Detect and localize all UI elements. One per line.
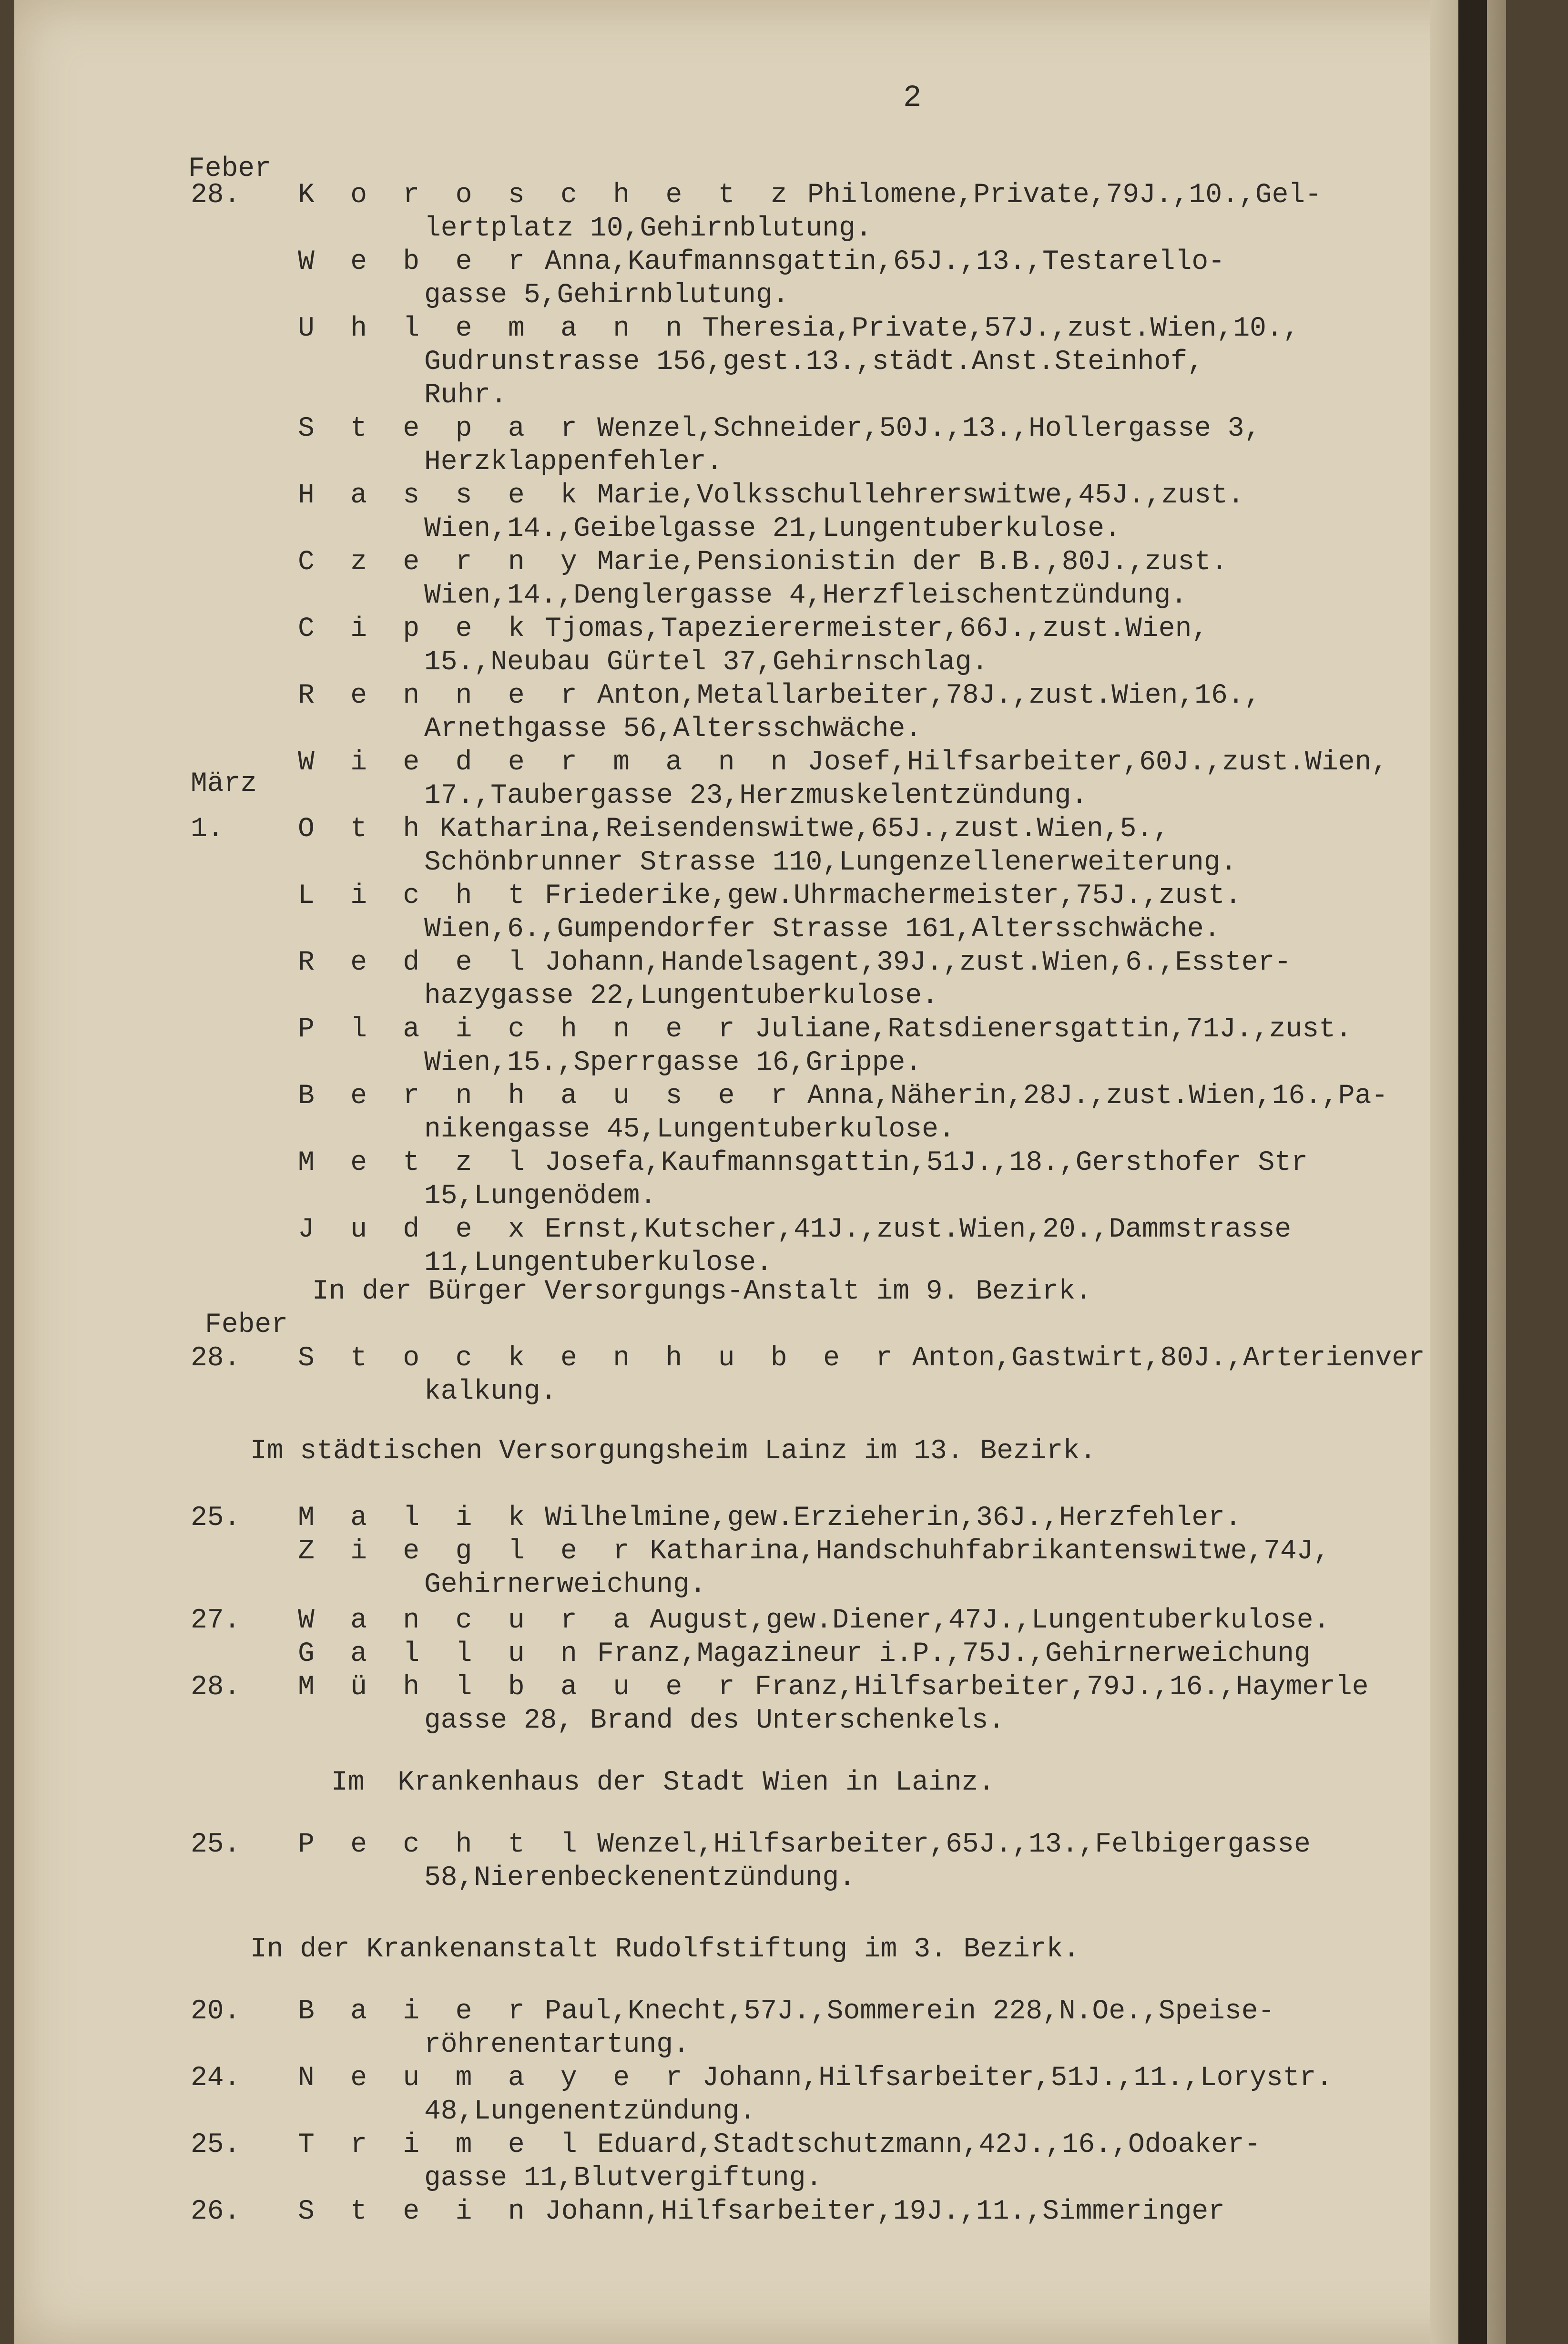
entry-details: Marie,Pensionistin der B.B.,80J.,zust. bbox=[597, 547, 1228, 578]
entry-details: Eduard,Stadtschutzmann,42J.,16.,Odoaker- bbox=[597, 2129, 1261, 2160]
entry-date: 28. bbox=[191, 180, 241, 211]
entry-date: 25. bbox=[191, 1829, 241, 1860]
surname: S t e i n bbox=[298, 2196, 534, 2227]
surname: P l a i c h n e r bbox=[298, 1014, 744, 1045]
entry-continuation: Wien,6.,Gumpendorfer Strasse 161,Altersschwäche. bbox=[424, 914, 1221, 945]
surname: W a n c u r a bbox=[298, 1605, 640, 1636]
entry-continuation: Herzklappenfehler. bbox=[424, 447, 723, 478]
entry-date: 27. bbox=[191, 1605, 241, 1636]
entry-details: Katharina,Handschuhfabrikantenswitwe,74J, bbox=[650, 1536, 1330, 1567]
entry-continuation: Arnethgasse 56,Altersschwäche. bbox=[424, 714, 922, 745]
entry-details: Josefa,Kaufmannsgattin,51J.,18.,Gersthofer Str bbox=[544, 1147, 1308, 1178]
entry-continuation: Wien,15.,Sperrgasse 16,Grippe. bbox=[424, 1047, 922, 1078]
entry-continuation: Gehirnerweichung. bbox=[424, 1569, 706, 1600]
surname: M ü h l b a u e r bbox=[298, 1672, 744, 1703]
entry-details: Franz,Hilfsarbeiter,79J.,16.,Haymerle bbox=[754, 1672, 1369, 1703]
entry-continuation: hazygasse 22,Lungentuberkulose. bbox=[424, 981, 938, 1012]
entry-continuation: gasse 5,Gehirnblutung. bbox=[424, 280, 789, 311]
month-label-feber: Feber bbox=[188, 154, 272, 184]
entry-continuation: Gudrunstrasse 156,gest.13.,städt.Anst.Steinhof, bbox=[424, 347, 1204, 378]
entry-continuation: 48,Lungenentzündung. bbox=[424, 2096, 756, 2127]
entry-continuation: lertplatz 10,Gehirnblutung. bbox=[424, 213, 872, 244]
entry-details: Franz,Magazineur i.P.,75J.,Gehirnerweichung bbox=[597, 1638, 1311, 1669]
entry-continuation: 11,Lungentuberkulose. bbox=[424, 1248, 773, 1279]
entry-continuation: Wien,14.,Denglergasse 4,Herzfleischentzündung. bbox=[424, 580, 1188, 611]
surname: S t e p a r bbox=[298, 413, 587, 444]
entry-details: Wenzel,Schneider,50J.,13.,Hollergasse 3, bbox=[597, 413, 1261, 444]
surname: B a i e r bbox=[298, 1996, 534, 2027]
entry-details: Ernst,Kutscher,41J.,zust.Wien,20.,Dammstrasse bbox=[544, 1214, 1292, 1245]
entry-details: Tjomas,Tapezierermeister,66J.,zust.Wien, bbox=[544, 614, 1209, 645]
entry-date: 26. bbox=[191, 2196, 241, 2227]
surname: W e b e r bbox=[298, 246, 534, 277]
surname: S t o c k e n h u b e r bbox=[298, 1343, 902, 1374]
entry-continuation: gasse 28, Brand des Unterschenkels. bbox=[424, 1705, 1005, 1736]
surname: P e c h t l bbox=[298, 1829, 587, 1860]
surname: T r i m e l bbox=[298, 2129, 587, 2160]
surname: R e d e l bbox=[298, 947, 534, 978]
surname: R e n n e r bbox=[298, 680, 587, 711]
entry-details: August,gew.Diener,47J.,Lungentuberkulose. bbox=[650, 1605, 1330, 1636]
surname: M a l i k bbox=[298, 1503, 534, 1534]
surname: U h l e m a n n bbox=[298, 313, 692, 344]
entry-continuation: Schönbrunner Strasse 110,Lungenzellenerweiterung. bbox=[424, 847, 1237, 878]
surname: J u d e x bbox=[298, 1214, 534, 1245]
document-page bbox=[14, 0, 1506, 2344]
entry-continuation: Ruhr. bbox=[424, 380, 508, 411]
surname: W i e d e r m a n n bbox=[298, 747, 797, 778]
entry-details: Katharina,Reisendenswitwe,65J.,zust.Wien,5., bbox=[439, 814, 1170, 845]
book-spine bbox=[1458, 0, 1487, 2344]
entry-date: 1. bbox=[191, 814, 224, 845]
entry-details: Philomene,Private,79J.,10.,Gel- bbox=[807, 180, 1322, 211]
entry-continuation: 17.,Taubergasse 23,Herzmuskelentzündung. bbox=[424, 780, 1088, 811]
entry-date: 20. bbox=[191, 1996, 241, 2027]
entry-date: 25. bbox=[191, 1503, 241, 1534]
entry-details: Johann,Hilfsarbeiter,19J.,11.,Simmeringer bbox=[544, 2196, 1225, 2227]
section-heading: Im Krankenhaus der Stadt Wien in Lainz. bbox=[331, 1767, 995, 1798]
entry-continuation: Wien,14.,Geibelgasse 21,Lungentuberkulose. bbox=[424, 513, 1121, 544]
surname: K o r o s c h e t z bbox=[298, 180, 797, 211]
surname: L i c h t bbox=[298, 880, 534, 911]
entry-date: 24. bbox=[191, 2063, 241, 2094]
entry-details: Friederike,gew.Uhrmachermeister,75J.,zust. bbox=[544, 880, 1242, 911]
surname: O t h bbox=[298, 814, 429, 845]
entry-details: Wilhelmine,gew.Erzieherin,36J.,Herzfehler. bbox=[544, 1503, 1242, 1534]
entry-date: 28. bbox=[191, 1343, 241, 1374]
entry-continuation: kalkung. bbox=[424, 1376, 557, 1407]
month-label-maerz: März bbox=[191, 768, 257, 799]
entry-details: Johann,Hilfsarbeiter,51J.,11.,Lorystr. bbox=[702, 2063, 1333, 2094]
surname: N e u m a y e r bbox=[298, 2063, 692, 2094]
surname: Z i e g l e r bbox=[298, 1536, 640, 1567]
entry-details: Josef,Hilfsarbeiter,60J.,zust.Wien, bbox=[807, 747, 1388, 778]
page-number: 2 bbox=[903, 81, 922, 115]
entry-continuation: 58,Nierenbeckenentzündung. bbox=[424, 1863, 855, 1894]
entry-details: Theresia,Private,57J.,zust.Wien,10., bbox=[702, 313, 1300, 344]
entry-details: Johann,Handelsagent,39J.,zust.Wien,6.,Esster- bbox=[544, 947, 1292, 978]
surname: B e r n h a u s e r bbox=[298, 1081, 797, 1112]
surname: C z e r n y bbox=[298, 547, 587, 578]
entry-continuation: gasse 11,Blutvergiftung. bbox=[424, 2163, 823, 2194]
entry-details: Marie,Volksschullehrerswitwe,45J.,zust. bbox=[597, 480, 1244, 511]
entry-details: Juliane,Ratsdienersgattin,71J.,zust. bbox=[754, 1014, 1352, 1045]
entry-continuation: 15.,Neubau Gürtel 37,Gehirnschlag. bbox=[424, 647, 988, 678]
entry-details: Anton,Gastwirt,80J.,Arterienver bbox=[912, 1343, 1425, 1374]
surname: C i p e k bbox=[298, 614, 534, 645]
entry-continuation: 15,Lungenödem. bbox=[424, 1181, 657, 1212]
surname: H a s s e k bbox=[298, 480, 587, 511]
surname: M e t z l bbox=[298, 1147, 534, 1178]
entry-continuation: nikengasse 45,Lungentuberkulose. bbox=[424, 1114, 955, 1145]
entry-date: 28. bbox=[191, 1672, 241, 1703]
entry-details: Paul,Knecht,57J.,Sommerein 228,N.Oe.,Speise- bbox=[544, 1996, 1275, 2027]
surname: G a l l u n bbox=[298, 1638, 587, 1669]
entry-details: Anna,Näherin,28J.,zust.Wien,16.,Pa- bbox=[807, 1081, 1388, 1112]
entry-continuation: röhrenentartung. bbox=[424, 2029, 690, 2060]
section-heading: In der Krankenanstalt Rudolfstiftung im 3. Bezirk. bbox=[250, 1934, 1080, 1965]
section-heading: In der Bürger Versorgungs-Anstalt im 9. Bezirk. bbox=[312, 1276, 1092, 1307]
entry-details: Anton,Metallarbeiter,78J.,zust.Wien,16., bbox=[597, 680, 1261, 711]
entry-details: Anna,Kaufmannsgattin,65J.,13.,Testarello- bbox=[544, 246, 1225, 277]
entry-date: 25. bbox=[191, 2129, 241, 2160]
month-label-feber: Feber bbox=[205, 1310, 288, 1341]
section-heading: Im städtischen Versorgungsheim Lainz im 13. Bezirk. bbox=[250, 1436, 1097, 1467]
entry-details: Wenzel,Hilfsarbeiter,65J.,13.,Felbigergasse bbox=[597, 1829, 1311, 1860]
